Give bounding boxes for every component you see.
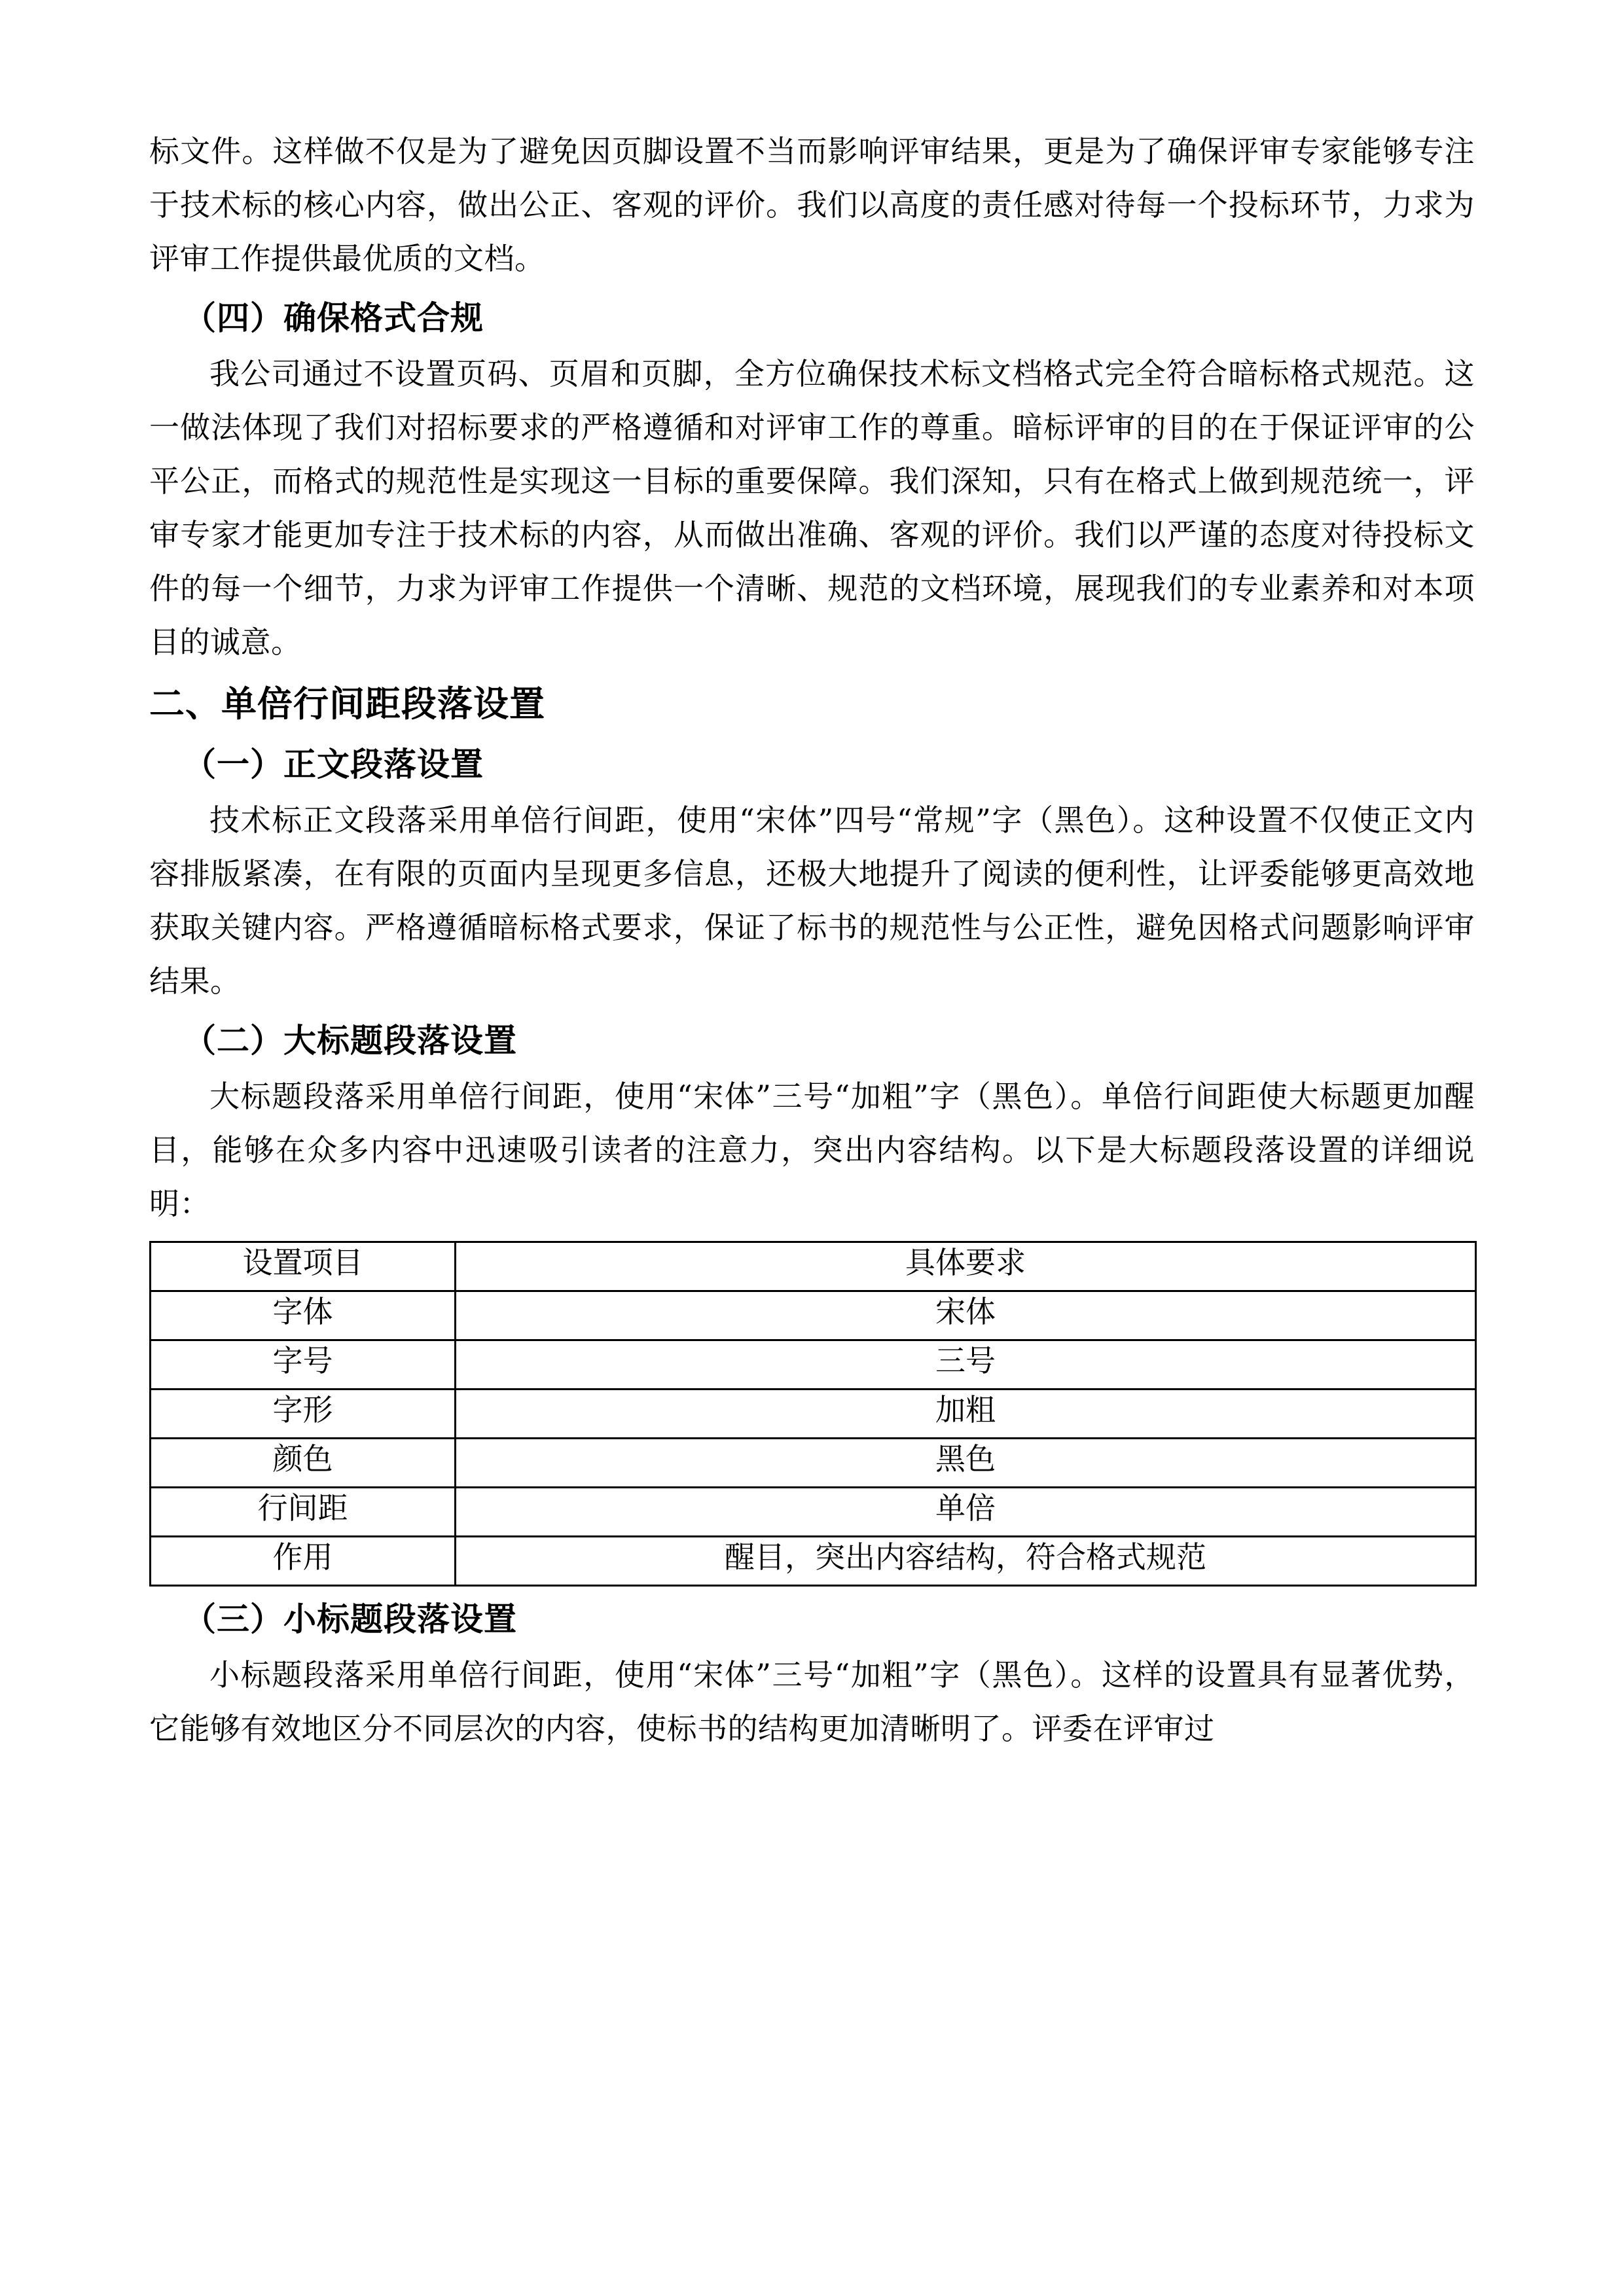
table-cell-item: 字形 <box>151 1390 456 1439</box>
page-content <box>149 124 1475 1757</box>
paragraph-body-paragraph-settings: 技术标正文段落采用单倍行间距，使用“宋体”四号“常规”字（黑色）。这种设置不仅使正文内容排版紧凑，在有限的页面内呈现更多信息，还极大地提升了阅读的便利性，让评委能够更高效地获取关键内容。严格遵循暗标格式要求，保证了标书的规范性与公正性，避免因格式问题影响评审结果。 <box>149 802 1475 999</box>
table-row <box>151 1488 1476 1537</box>
heading-body-paragraph-settings: （一）正文段落设置 <box>183 745 484 783</box>
table-cell-value: 单倍 <box>456 1488 1476 1537</box>
heading-big-title-settings: （二）大标题段落设置 <box>183 1021 517 1060</box>
paragraph-small-title-settings: 小标题段落采用单倍行间距，使用“宋体”三号“加粗”字（黑色）。这样的设置具有显著优势，它能够有效地区分不同层次的内容，使标书的结构更加清晰明了。评委在评审过 <box>149 1657 1475 1746</box>
table-row <box>151 1390 1476 1439</box>
table-header-cell-item: 设置项目 <box>151 1242 456 1291</box>
paragraph-intro-continued: 标文件。这样做不仅是为了避免因页脚设置不当而影响评审结果，更是为了确保评审专家能够专注于技术标的核心内容，做出公正、客观的评价。我们以高度的责任感对待每一个投标环节，力求为评审工作提供最优质的文档。 <box>149 134 1475 276</box>
table-cell-item: 颜色 <box>151 1439 456 1488</box>
table-cell-item: 作用 <box>151 1537 456 1586</box>
table-row <box>151 1340 1476 1390</box>
paragraph-big-title-settings: 大标题段落采用单倍行间距，使用“宋体”三号“加粗”字（黑色）。单倍行间距使大标题更加醒目，能够在众多内容中迅速吸引读者的注意力，突出内容结构。以下是大标题段落设置的详细说明： <box>149 1079 1475 1221</box>
table-row <box>151 1291 1476 1340</box>
heading-section-two: 二、单倍行间距段落设置 <box>149 683 545 725</box>
table-row <box>151 1537 1476 1586</box>
table-cell-item: 字体 <box>151 1291 456 1340</box>
table-cell-value: 三号 <box>456 1340 1476 1390</box>
spec-table-body <box>151 1242 1476 1586</box>
table-cell-value: 黑色 <box>456 1439 1476 1488</box>
table-row <box>151 1439 1476 1488</box>
paragraph-format-compliance: 我公司通过不设置页码、页眉和页脚，全方位确保技术标文档格式完全符合暗标格式规范。这一做法体现了我们对招标要求的严格遵循和对评审工作的尊重。暗标评审的目的在于保证评审的公平公正，而格式的规范性是实现这一目标的重要保障。我们深知，只有在格式上做到规范统一，评审专家才能更加专注于技术标的内容，从而做出准确、客观的评价。我们以严谨的态度对待投标文件的每一个细节，力求为评审工作提供一个清晰、规范的文档环境，展现我们的专业素养和对本项目的诚意。 <box>149 356 1475 660</box>
table-cell-value: 宋体 <box>456 1291 1476 1340</box>
table-cell-value: 醒目，突出内容结构，符合格式规范 <box>456 1537 1476 1586</box>
table-cell-item: 行间距 <box>151 1488 456 1537</box>
heading-format-compliance: （四）确保格式合规 <box>183 298 484 337</box>
table-header-cell-requirement: 具体要求 <box>456 1242 1476 1291</box>
big-title-spec-table <box>149 1241 1477 1587</box>
table-cell-item: 字号 <box>151 1340 456 1390</box>
heading-small-title-settings: （三）小标题段落设置 <box>183 1600 517 1638</box>
table-cell-value: 加粗 <box>456 1390 1476 1439</box>
table-header-row <box>151 1242 1476 1291</box>
